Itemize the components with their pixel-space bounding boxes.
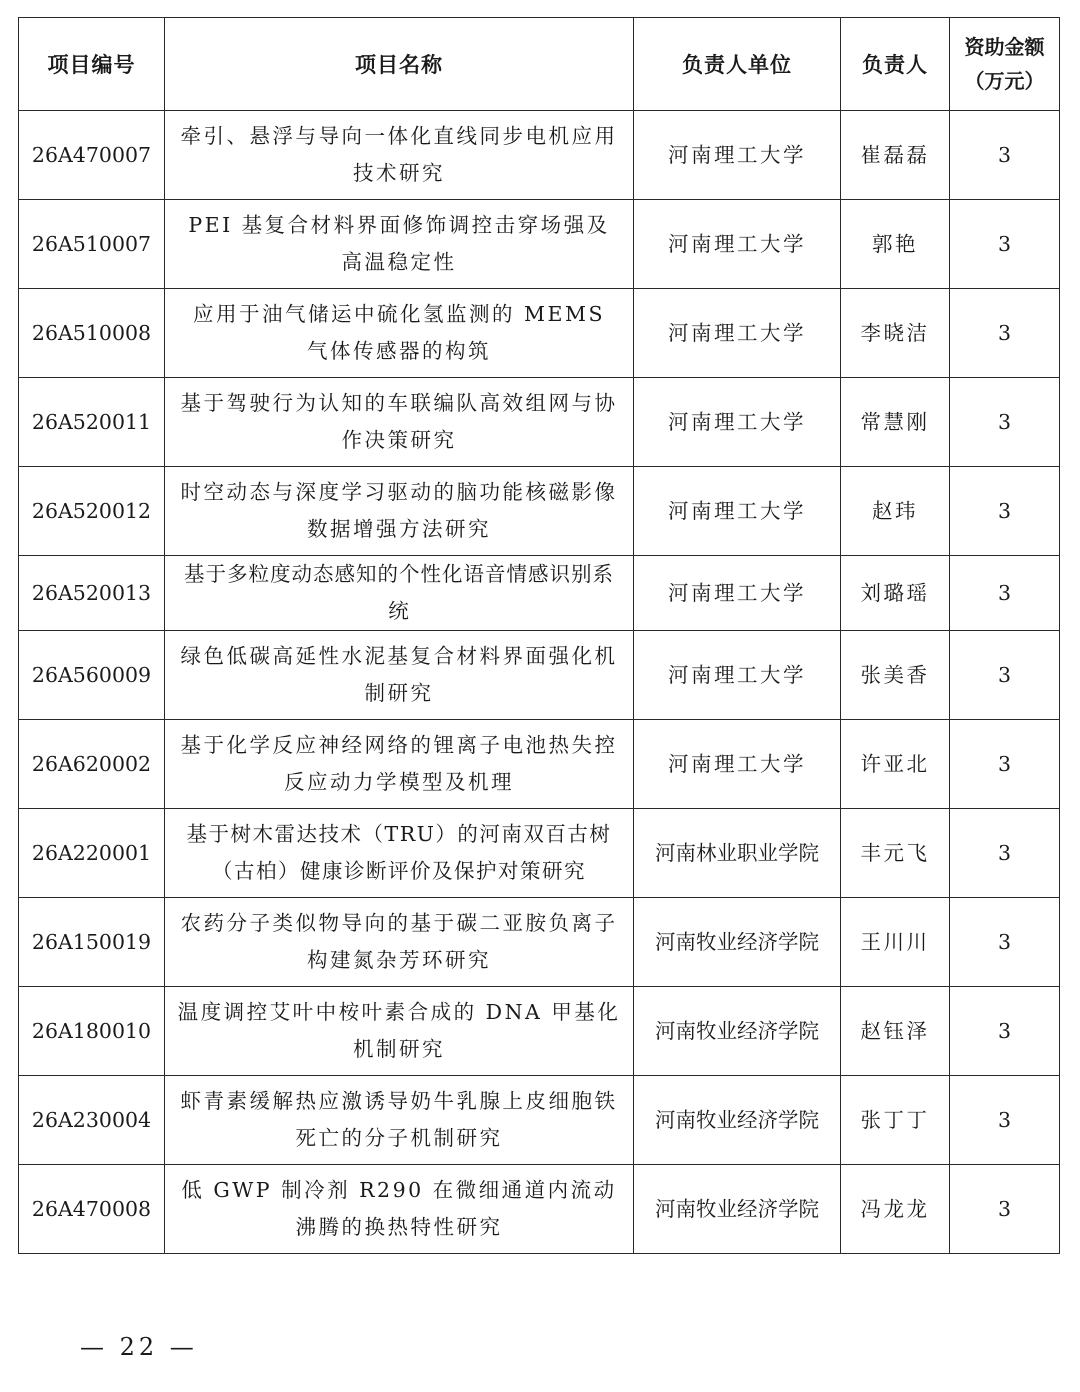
amount-cell: 3	[950, 987, 1060, 1076]
person-cell: 冯龙龙	[841, 1165, 950, 1254]
amount-cell: 3	[950, 1076, 1060, 1165]
project-name-cell: 基于多粒度动态感知的个性化语音情感识别系统	[165, 556, 634, 631]
project-code-cell: 26A180010	[19, 987, 165, 1076]
unit-cell: 河南牧业经济学院	[634, 1076, 841, 1165]
project-name-cell: 时空动态与深度学习驱动的脑功能核磁影像数据增强方法研究	[165, 467, 634, 556]
project-name-cell: 应用于油气储运中硫化氢监测的 MEMS 气体传感器的构筑	[165, 289, 634, 378]
unit-cell: 河南理工大学	[634, 556, 841, 631]
header-responsible-person: 负责人	[841, 18, 950, 111]
project-name-cell: 基于化学反应神经网络的锂离子电池热失控反应动力学模型及机理	[165, 720, 634, 809]
unit-cell: 河南理工大学	[634, 631, 841, 720]
project-name-cell: 基于驾驶行为认知的车联编队高效组网与协作决策研究	[165, 378, 634, 467]
unit-cell: 河南理工大学	[634, 200, 841, 289]
unit-cell: 河南理工大学	[634, 111, 841, 200]
unit-cell: 河南理工大学	[634, 467, 841, 556]
project-code-cell: 26A230004	[19, 1076, 165, 1165]
person-cell: 丰元飞	[841, 809, 950, 898]
project-name-cell: 牵引、悬浮与导向一体化直线同步电机应用技术研究	[165, 111, 634, 200]
unit-cell: 河南牧业经济学院	[634, 1165, 841, 1254]
table-row	[19, 200, 1060, 289]
person-cell: 许亚北	[841, 720, 950, 809]
person-cell: 郭艳	[841, 200, 950, 289]
project-name-cell: 虾青素缓解热应激诱导奶牛乳腺上皮细胞铁死亡的分子机制研究	[165, 1076, 634, 1165]
project-code-cell: 26A150019	[19, 898, 165, 987]
page-number: — 22 —	[80, 1333, 198, 1361]
person-cell: 常慧刚	[841, 378, 950, 467]
person-cell: 张美香	[841, 631, 950, 720]
unit-cell: 河南理工大学	[634, 378, 841, 467]
amount-cell: 3	[950, 289, 1060, 378]
person-cell: 崔磊磊	[841, 111, 950, 200]
amount-cell: 3	[950, 1165, 1060, 1254]
person-cell: 赵玮	[841, 467, 950, 556]
person-cell: 王川川	[841, 898, 950, 987]
project-name-cell: 基于树木雷达技术（TRU）的河南双百古树（古柏）健康诊断评价及保护对策研究	[165, 809, 634, 898]
project-code-cell: 26A520012	[19, 467, 165, 556]
amount-cell: 3	[950, 898, 1060, 987]
unit-cell: 河南林业职业学院	[634, 809, 841, 898]
amount-cell: 3	[950, 720, 1060, 809]
header-amount-line1: 资助金额	[964, 35, 1045, 59]
table-row	[19, 987, 1060, 1076]
header-project-code: 项目编号	[19, 18, 165, 111]
project-name-cell: PEI 基复合材料界面修饰调控击穿场强及高温稳定性	[165, 200, 634, 289]
table-row	[19, 378, 1060, 467]
project-code-cell: 26A470007	[19, 111, 165, 200]
table-row	[19, 289, 1060, 378]
project-code-cell: 26A560009	[19, 631, 165, 720]
project-name-cell: 温度调控艾叶中桉叶素合成的 DNA 甲基化机制研究	[165, 987, 634, 1076]
table-row	[19, 898, 1060, 987]
person-cell: 刘璐瑶	[841, 556, 950, 631]
project-code-cell: 26A470008	[19, 1165, 165, 1254]
header-funding-amount	[950, 18, 1060, 111]
amount-cell: 3	[950, 556, 1060, 631]
project-code-cell: 26A620002	[19, 720, 165, 809]
project-code-cell: 26A520011	[19, 378, 165, 467]
amount-cell: 3	[950, 467, 1060, 556]
table-row	[19, 1076, 1060, 1165]
table-row	[19, 556, 1060, 631]
table-row	[19, 467, 1060, 556]
person-cell: 赵钰泽	[841, 987, 950, 1076]
unit-cell: 河南理工大学	[634, 720, 841, 809]
unit-cell: 河南理工大学	[634, 289, 841, 378]
table-header-row	[19, 18, 1060, 111]
amount-cell: 3	[950, 631, 1060, 720]
header-responsible-unit: 负责人单位	[634, 18, 841, 111]
header-amount-line2: （万元）	[964, 69, 1045, 93]
unit-cell: 河南牧业经济学院	[634, 987, 841, 1076]
amount-cell: 3	[950, 378, 1060, 467]
table-row	[19, 1165, 1060, 1254]
table-row	[19, 631, 1060, 720]
amount-cell: 3	[950, 111, 1060, 200]
table-row	[19, 111, 1060, 200]
project-name-cell: 农药分子类似物导向的基于碳二亚胺负离子构建氮杂芳环研究	[165, 898, 634, 987]
amount-cell: 3	[950, 809, 1060, 898]
project-name-cell: 低 GWP 制冷剂 R290 在微细通道内流动沸腾的换热特性研究	[165, 1165, 634, 1254]
project-code-cell: 26A520013	[19, 556, 165, 631]
unit-cell: 河南牧业经济学院	[634, 898, 841, 987]
project-code-cell: 26A510008	[19, 289, 165, 378]
person-cell: 李晓洁	[841, 289, 950, 378]
project-name-cell: 绿色低碳高延性水泥基复合材料界面强化机制研究	[165, 631, 634, 720]
project-code-cell: 26A510007	[19, 200, 165, 289]
project-code-cell: 26A220001	[19, 809, 165, 898]
table-row	[19, 809, 1060, 898]
table-row	[19, 720, 1060, 809]
amount-cell: 3	[950, 200, 1060, 289]
funding-table	[18, 17, 1060, 1254]
person-cell: 张丁丁	[841, 1076, 950, 1165]
header-project-name: 项目名称	[165, 18, 634, 111]
